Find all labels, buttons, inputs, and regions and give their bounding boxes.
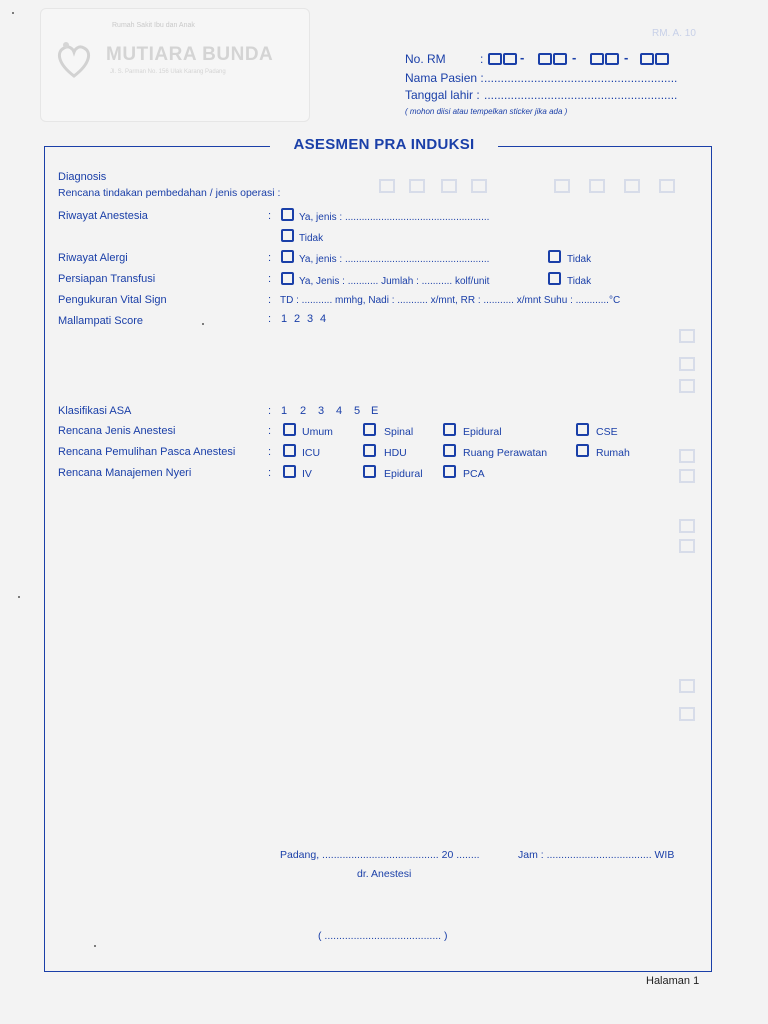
- pemulihan-hdu-checkbox[interactable]: [363, 444, 376, 457]
- scan-speck: [18, 596, 20, 598]
- nyeri-epidural-label: Epidural: [384, 468, 423, 480]
- hospital-address: Jl. S. Parman No. 156 Ulak Karang Padang: [110, 69, 226, 75]
- scan-speck: [12, 12, 14, 14]
- tanggal-lahir-label: Tanggal lahir :: [405, 88, 480, 102]
- riwayat-alergi-tidak-checkbox[interactable]: [548, 250, 561, 263]
- no-rm-label: No. RM: [405, 52, 446, 66]
- signature-time[interactable]: Jam : .................................... WIB: [518, 849, 675, 861]
- pemulihan-rumah-label: Rumah: [596, 447, 630, 459]
- vital-sign-label: Pengukuran Vital Sign: [58, 294, 167, 306]
- rm-digit-box[interactable]: [590, 53, 604, 65]
- anestesi-umum-checkbox[interactable]: [283, 423, 296, 436]
- pemulihan-rumah-checkbox[interactable]: [576, 444, 589, 457]
- sticker-note: ( mohon diisi atau tempelkan sticker jika ada ): [405, 107, 568, 116]
- rm-separator: -: [624, 50, 629, 65]
- asa-option[interactable]: 5: [354, 405, 361, 417]
- pemulihan-colon: :: [268, 446, 272, 458]
- riwayat-anestesia-label: Riwayat Anestesia: [58, 210, 148, 222]
- mallampati-option[interactable]: 3: [307, 313, 314, 325]
- jenis-anestesi-colon: :: [268, 425, 272, 437]
- asa-option[interactable]: 4: [336, 405, 343, 417]
- riwayat-anestesia-ya-label: Ya, jenis : ....................................................: [299, 212, 490, 223]
- form-code: RM. A. 10: [652, 28, 696, 39]
- mallampati-option[interactable]: 1: [281, 313, 288, 325]
- riwayat-anestesia-tidak-checkbox[interactable]: [281, 229, 294, 242]
- no-rm-colon: :: [480, 52, 484, 66]
- riwayat-alergi-ya-label: Ya, jenis : ....................................................: [299, 254, 490, 265]
- nyeri-epidural-checkbox[interactable]: [363, 465, 376, 478]
- anestesi-epidural-label: Epidural: [463, 426, 502, 438]
- heart-hands-logo-icon: [52, 38, 96, 82]
- nyeri-iv-label: IV: [302, 468, 312, 480]
- rm-digit-box[interactable]: [488, 53, 502, 65]
- hospital-name: MUTIARA BUNDA: [106, 44, 274, 65]
- rm-digit-box[interactable]: [605, 53, 619, 65]
- persiapan-transfusi-tidak-checkbox[interactable]: [548, 272, 561, 285]
- rm-digit-box[interactable]: [538, 53, 552, 65]
- manajemen-nyeri-label: Rencana Manajemen Nyeri: [58, 467, 192, 479]
- persiapan-transfusi-ya-label: Ya, Jenis : ........... Jumlah : ........... kolf/unit: [299, 276, 490, 287]
- pemulihan-hdu-label: HDU: [384, 447, 407, 459]
- rm-separator: -: [572, 50, 577, 65]
- pemulihan-icu-checkbox[interactable]: [283, 444, 296, 457]
- mallampati-option[interactable]: 2: [294, 313, 301, 325]
- asa-option[interactable]: 1: [281, 405, 288, 417]
- diagnosis-label: Diagnosis: [58, 171, 107, 183]
- scan-speck: [94, 945, 96, 947]
- pemulihan-icu-label: ICU: [302, 447, 321, 459]
- persiapan-transfusi-label: Persiapan Transfusi: [58, 273, 156, 285]
- scan-speck: [202, 323, 204, 325]
- vital-sign-colon: :: [268, 294, 272, 306]
- nyeri-pca-checkbox[interactable]: [443, 465, 456, 478]
- nama-pasien-label: Nama Pasien :: [405, 71, 484, 85]
- riwayat-alergi-label: Riwayat Alergi: [58, 252, 128, 264]
- rm-separator: -: [520, 50, 525, 65]
- pemulihan-ruang-perawatan-label: Ruang Perawatan: [463, 447, 548, 459]
- mallampati-label: Mallampati Score: [58, 315, 143, 327]
- tanggal-lahir-field[interactable]: ..........................................................: [484, 88, 678, 102]
- riwayat-alergi-colon: :: [268, 252, 272, 264]
- hospital-type: Rumah Sakit Ibu dan Anak: [112, 22, 195, 29]
- nyeri-iv-checkbox[interactable]: [283, 465, 296, 478]
- nyeri-pca-label: PCA: [463, 468, 485, 480]
- anestesi-spinal-checkbox[interactable]: [363, 423, 376, 436]
- page-number: Halaman 1: [646, 975, 700, 987]
- signature-role: dr. Anestesi: [357, 868, 412, 880]
- rm-digit-box[interactable]: [503, 53, 517, 65]
- persiapan-transfusi-tidak-label: Tidak: [567, 276, 592, 287]
- anestesi-cse-checkbox[interactable]: [576, 423, 589, 436]
- riwayat-anestesia-colon: :: [268, 210, 272, 222]
- rm-digit-box[interactable]: [553, 53, 567, 65]
- signature-name-line[interactable]: ( ........................................ ): [318, 930, 448, 942]
- asa-option[interactable]: 3: [318, 405, 325, 417]
- anestesi-spinal-label: Spinal: [384, 426, 414, 438]
- klasifikasi-asa-label: Klasifikasi ASA: [58, 405, 132, 417]
- vital-sign-fields[interactable]: TD : ........... mmhg, Nadi : ........... x/mnt, RR : ........... x/mnt Suhu : ............°C: [280, 295, 621, 306]
- jenis-anestesi-label: Rencana Jenis Anestesi: [58, 425, 176, 437]
- pemulihan-label: Rencana Pemulihan Pasca Anestesi: [58, 446, 236, 458]
- riwayat-anestesia-ya-checkbox[interactable]: [281, 208, 294, 221]
- riwayat-anestesia-tidak-label: Tidak: [299, 233, 324, 244]
- manajemen-nyeri-colon: :: [268, 467, 272, 479]
- mallampati-colon: :: [268, 313, 272, 325]
- nama-pasien-field[interactable]: ..........................................................: [484, 71, 678, 85]
- asa-option[interactable]: E: [371, 405, 379, 417]
- rencana-tindakan-label: Rencana tindakan pembedahan / jenis operasi :: [58, 187, 281, 199]
- rm-digit-box[interactable]: [640, 53, 654, 65]
- rm-digit-box[interactable]: [655, 53, 669, 65]
- anestesi-cse-label: CSE: [596, 426, 618, 438]
- form-title: ASESMEN PRA INDUKSI: [293, 136, 475, 153]
- anestesi-umum-label: Umum: [302, 426, 333, 438]
- riwayat-alergi-ya-checkbox[interactable]: [281, 250, 294, 263]
- riwayat-alergi-tidak-label: Tidak: [567, 254, 592, 265]
- klasifikasi-asa-colon: :: [268, 405, 272, 417]
- persiapan-transfusi-colon: :: [268, 273, 272, 285]
- asa-option[interactable]: 2: [300, 405, 307, 417]
- persiapan-transfusi-ya-checkbox[interactable]: [281, 272, 294, 285]
- pemulihan-ruang-perawatan-checkbox[interactable]: [443, 444, 456, 457]
- mallampati-option[interactable]: 4: [320, 313, 327, 325]
- anestesi-epidural-checkbox[interactable]: [443, 423, 456, 436]
- signature-place-date[interactable]: Padang, ........................................ 20 ........: [280, 849, 480, 861]
